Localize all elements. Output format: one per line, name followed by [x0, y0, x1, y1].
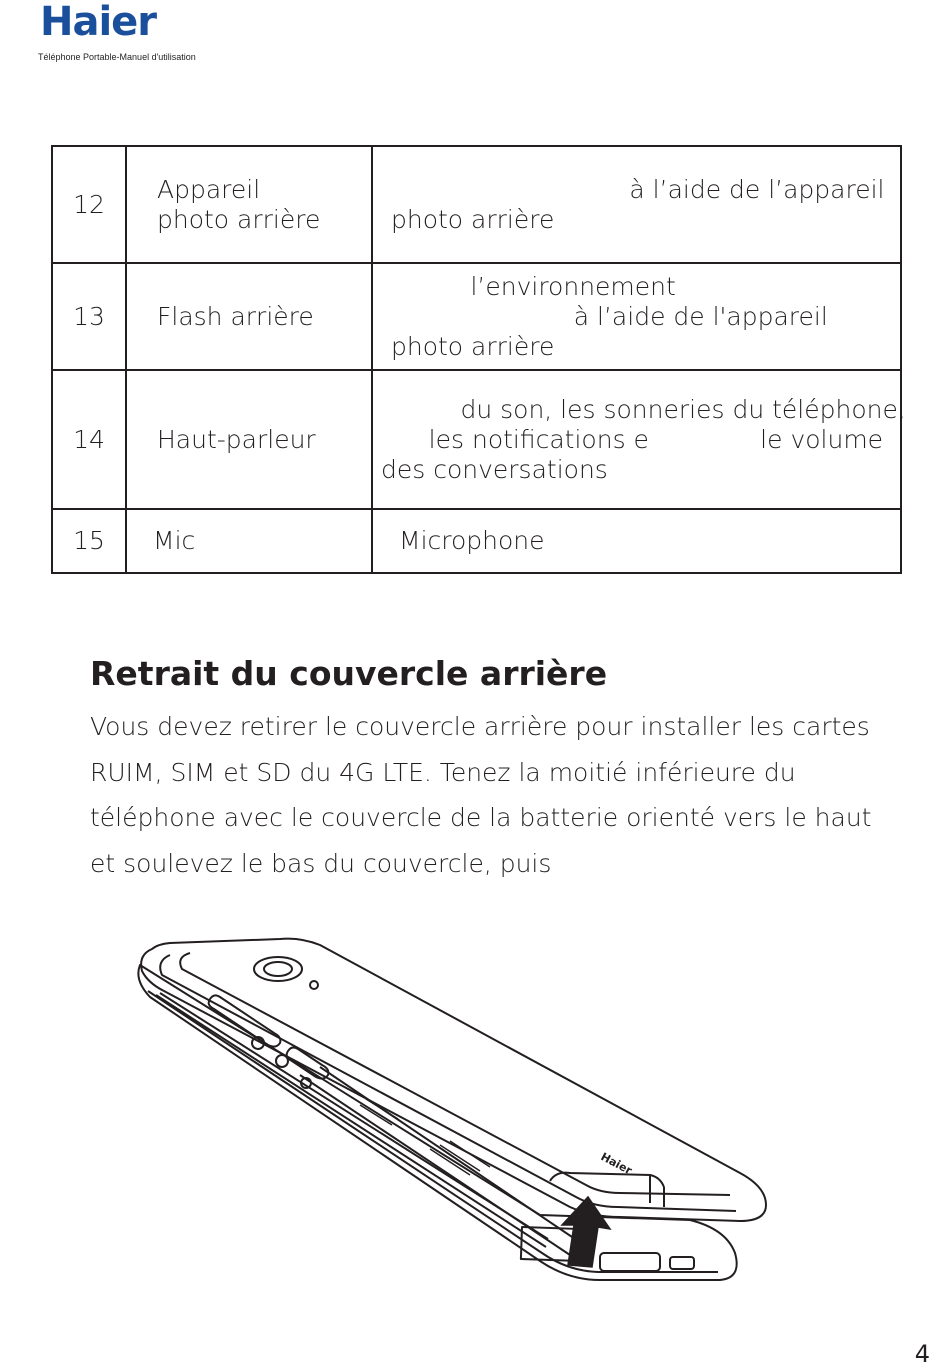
body-line: et soulevez le bas du couvercle, puis [90, 848, 552, 878]
body-line: Vous devez retirer le couvercle arrière pour installer les cartes [90, 712, 870, 741]
component-name: Mic [126, 509, 372, 573]
row-number: 15 [52, 509, 126, 573]
component-description: à l’aide de l’appareil photo arrière [372, 146, 901, 263]
body-line: RUIM, SIM et SD du 4G LTE. Tenez la moitié inférieure du [90, 757, 796, 787]
table-row [52, 370, 901, 509]
cover-brand-mark: Haier [598, 1150, 635, 1178]
phone-back-cover-removal-illustration [130, 935, 790, 1295]
brand-logo: Haier [40, 0, 157, 45]
table-row [52, 263, 901, 370]
row-number: 13 [52, 263, 126, 370]
component-name: Appareil photo arrière [126, 146, 372, 263]
body-line: téléphone avec le couvercle de la batterie orienté vers le haut [90, 803, 872, 832]
component-description: du son, les sonneries du téléphone, les notifications e le volume des conversations [372, 370, 901, 509]
page-number: 4 [914, 1340, 930, 1368]
component-name: Haut-parleur [126, 370, 372, 509]
component-table [51, 145, 906, 574]
table-row [52, 146, 901, 263]
table-row [52, 509, 901, 573]
section-title: Retrait du couvercle arrière [90, 654, 608, 693]
section-body [90, 704, 890, 886]
row-number: 12 [52, 146, 126, 263]
row-number: 14 [52, 370, 126, 509]
component-description: Microphone [372, 509, 901, 573]
component-name: Flash arrière [126, 263, 372, 370]
manual-subtitle: Téléphone Portable-Manuel d'utilisation [38, 52, 196, 62]
component-description: l’environnement à l’aide de l'appareil photo arrière [372, 263, 901, 370]
